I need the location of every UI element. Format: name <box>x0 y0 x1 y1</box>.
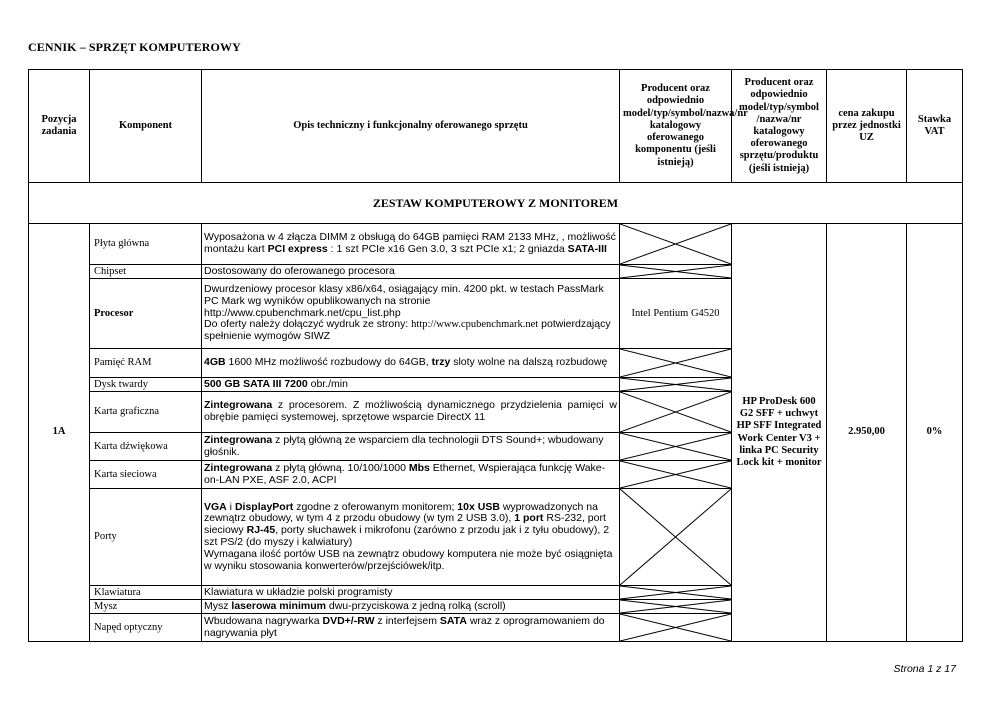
component-cell: Pamięć RAM <box>90 349 202 378</box>
component-cell: Mysz <box>90 600 202 614</box>
price-cell: 2.950,00 <box>827 224 907 642</box>
producer-component-cell <box>620 461 732 489</box>
producer-component-cell <box>620 224 732 265</box>
component-cell: Karta dźwiękowa <box>90 433 202 461</box>
price-table <box>28 69 963 642</box>
description-cell: Dwurdzeniowy procesor klasy x86/x64, osiągający min. 4200 pkt. w testach PassMark PC Mark wg wyników opublikowanych na stronie http://www.cpubenchmark.net/cpu_list.php Do oferty należy dołączyć wydruk ze strony: http://www.cpubenchmark.net potwierdzający spełnienie wymogów SIWZ <box>202 279 620 349</box>
description-cell: Zintegrowana z płytą główną ze wsparciem dla technologii DTS Sound+; wbudowany głośnik. <box>202 433 620 461</box>
position-cell: 1A <box>29 224 90 642</box>
component-cell: Karta sieciowa <box>90 461 202 489</box>
cross-out-icon <box>620 224 731 264</box>
producer-component-cell <box>620 349 732 378</box>
table-row <box>29 224 963 265</box>
producer-component-cell <box>620 378 732 392</box>
producer-component-cell <box>620 489 732 586</box>
producer-component-cell <box>620 600 732 614</box>
description-cell: 4GB 1600 MHz możliwość rozbudowy do 64GB, trzy sloty wolne na dalszą rozbudowę <box>202 349 620 378</box>
producer-component-cell <box>620 614 732 642</box>
component-cell: Karta graficzna <box>90 392 202 433</box>
component-cell: Chipset <box>90 265 202 279</box>
producer-component-cell <box>620 586 732 600</box>
producer-component-cell <box>620 265 732 279</box>
component-cell: Płyta główna <box>90 224 202 265</box>
component-cell: Napęd optyczny <box>90 614 202 642</box>
description-cell: VGA i DisplayPort zgodne z oferowanym monitorem; 10x USB wyprowadzonych na zewnątrz obudowy, w tym 4 z przodu obudowy (w tym 2 USB 3.0), 1 port RS-232, port sieciowy RJ-45, porty słuchawek i mikrofonu (zarówno z przodu jak i z tyłu obudowy), 2 szt PS/2 (do myszy i kalwiatury) Wymagana ilość portów USB na zewnątrz obudowy komputera nie może być osiągnięta w wyniku stosowania konwerterów/przejściówek/itp. <box>202 489 620 586</box>
component-cell: Klawiatura <box>90 586 202 600</box>
section-title: ZESTAW KOMPUTEROWY Z MONITOREM <box>29 183 963 224</box>
description-cell: Zintegrowana z płytą główną. 10/100/1000 Mbs Ethernet, Wspierająca funkcję Wake-on-LAN PXE, ASF 2.0, ACPI <box>202 461 620 489</box>
cross-out-icon <box>620 392 731 432</box>
description-cell: Dostosowany do oferowanego procesora <box>202 265 620 279</box>
cross-out-icon <box>620 489 731 585</box>
header-unit-price: cena zakupu przez jednostki UZ <box>827 70 907 183</box>
vat-cell: 0% <box>907 224 963 642</box>
component-cell: Porty <box>90 489 202 586</box>
description-cell: Zintegrowana z procesorem. Z możliwością dynamicznego przydzielenia pamięci w obrębie pamięci systemowej, sprzętowe wsparcie DirectX 11 <box>202 392 620 433</box>
header-component: Komponent <box>90 70 202 183</box>
cross-out-icon <box>620 378 731 391</box>
component-cell: Procesor <box>90 279 202 349</box>
header-row <box>29 70 963 183</box>
component-cell: Dysk twardy <box>90 378 202 392</box>
description-cell: Klawiatura w układzie polski programisty <box>202 586 620 600</box>
header-producer-equipment: Producent oraz odpowiednio model/typ/symbol /nazwa/nr katalogowy oferowanego sprzętu/produktu (jeśli istnieją) <box>732 70 827 183</box>
cross-out-icon <box>620 586 731 599</box>
description-cell: 500 GB SATA III 7200 obr./min <box>202 378 620 392</box>
cross-out-icon <box>620 614 731 641</box>
description-cell: Mysz laserowa minimum dwu-przyciskowa z jedną rolką (scroll) <box>202 600 620 614</box>
equipment-cell: HP ProDesk 600 G2 SFF + uchwyt HP SFF Integrated Work Center V3 + linka PC Security Lock kit + monitor <box>732 224 827 642</box>
cross-out-icon <box>620 349 731 377</box>
cross-out-icon <box>620 265 731 278</box>
producer-component-cell <box>620 392 732 433</box>
header-vat: Stawka VAT <box>907 70 963 183</box>
cross-out-icon <box>620 600 731 613</box>
producer-component-cell: Intel Pentium G4520 <box>620 279 732 349</box>
section-row <box>29 183 963 224</box>
page-number: Strona 1 z 17 <box>893 663 956 675</box>
header-description: Opis techniczny i funkcjonalny oferowanego sprzętu <box>202 70 620 183</box>
header-producer-component: Producent oraz odpowiednio model/typ/symbol/nazwa/nr katalogowy oferowanego komponentu (jeśli istnieją) <box>620 70 732 183</box>
cross-out-icon <box>620 433 731 460</box>
description-cell: Wyposażona w 4 złącza DIMM z obsługą do 64GB pamięci RAM 2133 MHz, , możliwość montażu kart PCI express : 1 szt PCIe x16 Gen 3.0, 3 szt PCIe x1; 2 gniazda SATA-III <box>202 224 620 265</box>
header-position: Pozycja zadania <box>29 70 90 183</box>
producer-component-cell <box>620 433 732 461</box>
description-cell: Wbudowana nagrywarka DVD+/-RW z interfejsem SATA wraz z oprogramowaniem do nagrywania płyt <box>202 614 620 642</box>
document-title: CENNIK – SPRZĘT KOMPUTEROWY <box>28 40 241 54</box>
cross-out-icon <box>620 461 731 488</box>
